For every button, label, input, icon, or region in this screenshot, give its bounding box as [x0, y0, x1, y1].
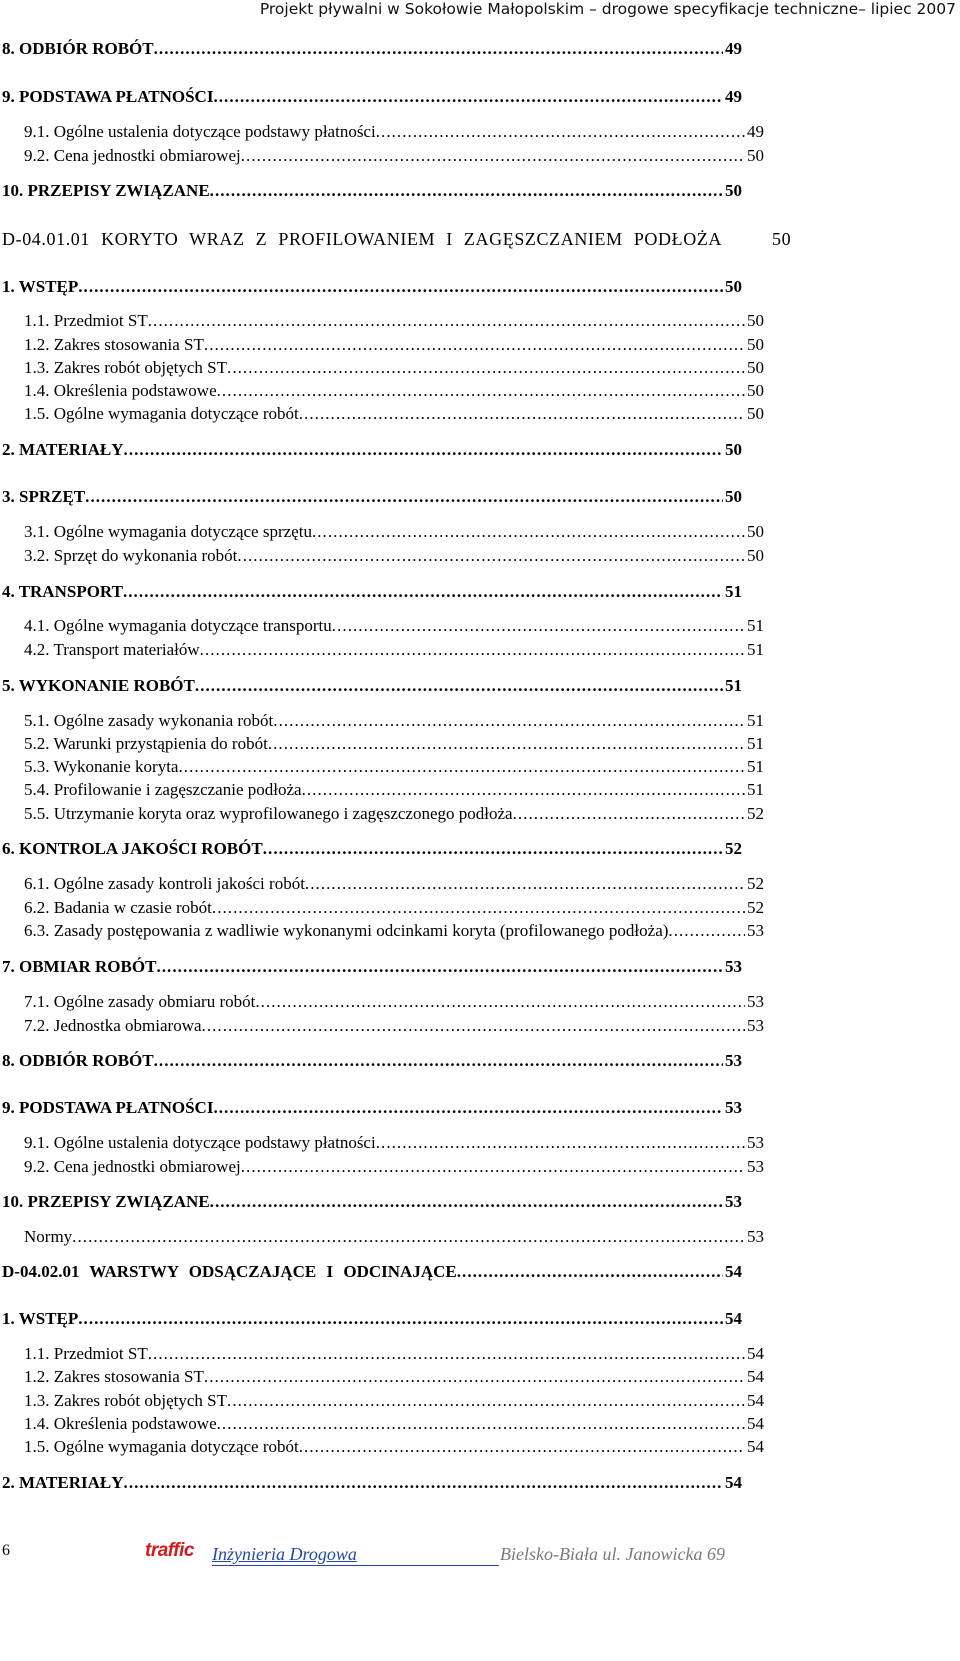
toc-leader-dots	[273, 710, 745, 732]
toc-subentry	[24, 1015, 764, 1037]
page-number: 6	[2, 1542, 10, 1559]
toc-entry	[2, 1308, 742, 1330]
toc-entry-title: 9. PODSTAWA PŁATNOŚCI	[2, 1098, 214, 1117]
toc-leader-dots	[299, 403, 745, 425]
toc-page-number: 54	[747, 1344, 764, 1363]
toc-page-number: 50	[747, 146, 764, 165]
toc-leader-dots	[332, 615, 745, 637]
toc-entry-title: 1.2. Zakres stosowania ST	[24, 335, 204, 354]
toc-page-number: 53	[725, 1098, 742, 1117]
toc-leader-dots	[213, 86, 723, 108]
toc-entry-title: 9. PODSTAWA PŁATNOŚCI	[2, 87, 214, 106]
toc-entry-title: 9.2. Cena jednostki obmiarowej	[24, 1157, 241, 1176]
toc-page-number: 52	[747, 804, 764, 823]
toc-page-number: 50	[725, 440, 742, 459]
toc-leader-dots	[241, 1156, 745, 1178]
toc-subentry	[24, 1390, 764, 1412]
toc-page-number: 50	[747, 381, 764, 400]
toc-entry-title: 2. MATERIAŁY	[2, 1473, 124, 1492]
toc-entry-title: 3.1. Ogólne wymagania dotyczące sprzętu	[24, 522, 312, 541]
toc-entry	[2, 228, 862, 250]
toc-entry-title: 5.3. Wykonanie koryta	[24, 757, 179, 776]
toc-leader-dots	[154, 38, 723, 60]
toc-entry-title: 9.1. Ogólne ustalenia dotyczące podstawy płatności	[24, 122, 376, 141]
toc-entry-title: 6.1. Ogólne zasady kontroli jakości robót	[24, 874, 305, 893]
toc-entry-title: 1.4. Określenia podstawowe	[24, 381, 217, 400]
toc-subentry	[24, 897, 764, 919]
toc-subentry	[24, 1366, 764, 1388]
toc-page-number: 54	[747, 1367, 764, 1386]
toc-subentry	[24, 1436, 764, 1458]
toc-page-number: 51	[725, 676, 742, 695]
toc-leader-dots	[210, 1191, 723, 1213]
toc-subentry	[24, 639, 764, 661]
toc-subentry	[24, 521, 764, 543]
toc-page-number: 52	[747, 874, 764, 893]
toc-entry	[2, 486, 742, 508]
toc-entry-title: 6.3. Zasady postępowania z wadliwie wykonanymi odcinkami koryta (profilowanego podłoża)	[24, 921, 669, 940]
toc-entry-title: 6. KONTROLA JAKOŚCI ROBÓT	[2, 839, 263, 858]
toc-subentry	[24, 1226, 764, 1248]
toc-page-number: 49	[725, 39, 742, 58]
traffic-logo: traffic	[145, 1540, 194, 1561]
toc-leader-dots	[72, 1226, 745, 1248]
toc-subentry	[24, 1343, 764, 1365]
toc-entry	[2, 675, 742, 697]
toc-page-number: 53	[747, 921, 764, 940]
toc-subentry	[24, 756, 764, 778]
toc-subentry	[24, 310, 764, 332]
toc-entry	[2, 38, 742, 60]
toc-subentry	[24, 380, 764, 402]
toc-leader-dots	[124, 439, 723, 461]
toc-page-number: 53	[725, 1051, 742, 1070]
toc-entry-title: 1. WSTĘP	[2, 277, 79, 296]
toc-page-number: 53	[747, 1133, 764, 1152]
toc-leader-dots	[123, 581, 723, 603]
toc-entry	[2, 581, 742, 603]
document-title: Projekt pływalni w Sokołowie Małopolskim – drogowe specyfikacje techniczne– lipiec 2007	[259, 0, 956, 18]
toc-subentry	[24, 1156, 764, 1178]
toc-subentry	[24, 733, 764, 755]
toc-leader-dots	[202, 1015, 745, 1037]
toc-page-number: 54	[747, 1391, 764, 1410]
toc-entry-title: 1.5. Ogólne wymagania dotyczące robót	[24, 1437, 299, 1456]
toc-leader-dots	[227, 357, 745, 379]
toc-leader-dots	[148, 1343, 745, 1365]
toc-leader-dots	[200, 639, 745, 661]
toc-entry	[2, 439, 742, 461]
toc-entry-title: 1.4. Określenia podstawowe	[24, 1414, 217, 1433]
toc-entry	[2, 956, 742, 978]
toc-entry	[2, 1050, 742, 1072]
toc-leader-dots	[217, 380, 745, 402]
toc-entry-title: 3.2. Sprzęt do wykonania robót	[24, 546, 238, 565]
toc-leader-dots	[85, 486, 723, 508]
toc-leader-dots	[237, 545, 745, 567]
page-header	[260, 0, 956, 20]
toc-leader-dots	[302, 779, 745, 801]
toc-subentry	[24, 873, 764, 895]
toc-leader-dots	[204, 334, 745, 356]
toc-subentry	[24, 615, 764, 637]
toc-subentry	[24, 991, 764, 1013]
toc-page-number: 50	[747, 546, 764, 565]
toc-page-number: 52	[747, 898, 764, 917]
toc-page-number: 50	[747, 522, 764, 541]
toc-page-number: 51	[725, 582, 742, 601]
toc-leader-dots	[299, 1436, 745, 1458]
toc-page-number: 53	[747, 992, 764, 1011]
toc-page-number: 54	[725, 1473, 742, 1492]
toc-entry-title: 8. ODBIÓR ROBÓT	[2, 39, 154, 58]
toc-entry-title: 5.4. Profilowanie i zagęszczanie podłoża	[24, 780, 302, 799]
toc-entry-title: 5.2. Warunki przystąpienia do robót	[24, 734, 268, 753]
toc-entry	[2, 1097, 742, 1119]
toc-entry-title: 7. OBMIAR ROBÓT	[2, 957, 157, 976]
toc-leader-dots	[154, 1050, 723, 1072]
toc-entry-title: 4.2. Transport materiałów	[24, 640, 200, 659]
toc-leader-dots	[213, 1097, 723, 1119]
toc-leader-dots	[210, 180, 723, 202]
toc-page-number: 51	[747, 640, 764, 659]
toc-entry	[2, 180, 742, 202]
toc-leader-dots	[263, 838, 723, 860]
toc-page-number: 53	[725, 957, 742, 976]
footer-underline	[212, 1565, 499, 1566]
toc-subentry	[24, 803, 764, 825]
toc-subentry	[24, 920, 764, 942]
toc-subentry	[24, 334, 764, 356]
toc-entry-title: 1.3. Zakres robót objętych ST	[24, 1391, 228, 1410]
toc-leader-dots	[204, 1366, 745, 1388]
toc-entry-title: 5. WYKONANIE ROBÓT	[2, 676, 195, 695]
toc-leader-dots	[78, 1308, 723, 1330]
toc-entry-title: D-04.02.01 WARSTWY ODSĄCZAJĄCE I ODCINAJĄCE	[2, 1262, 457, 1281]
toc-leader-dots	[156, 956, 723, 978]
toc-leader-dots	[457, 1261, 723, 1283]
toc-leader-dots	[227, 1390, 745, 1412]
toc-entry-title: 4. TRANSPORT	[2, 582, 123, 601]
toc-page-number: 51	[747, 757, 764, 776]
toc-leader-dots	[305, 873, 745, 895]
toc-leader-dots	[124, 1472, 723, 1494]
toc-subentry	[24, 779, 764, 801]
toc-leader-dots	[241, 145, 745, 167]
toc-entry-title: 2. MATERIAŁY	[2, 440, 124, 459]
toc-page-number: 54	[725, 1262, 742, 1281]
toc-entry-title: 1.5. Ogólne wymagania dotyczące robót	[24, 404, 299, 423]
toc-entry-title: 1. WSTĘP	[2, 1309, 79, 1328]
toc-entry-title: 10. PRZEPISY ZWIĄZANE	[2, 1192, 210, 1211]
toc-page-number: 51	[747, 616, 764, 635]
toc-page-number: 50	[747, 404, 764, 423]
toc-page-number: 50	[725, 181, 742, 200]
toc-entry-title: 7.1. Ogólne zasady obmiaru robót	[24, 992, 256, 1011]
toc-leader-dots	[376, 121, 745, 143]
toc-subentry	[24, 121, 764, 143]
toc-page-number: 54	[747, 1414, 764, 1433]
toc-page-number: 53	[747, 1157, 764, 1176]
page-footer	[0, 1538, 960, 1568]
toc-entry-title: 7.2. Jednostka obmiarowa	[24, 1016, 202, 1035]
toc-entry-title: D-04.01.01 KORYTO WRAZ Z PROFILOWANIEM I ZAGĘSZCZANIEM PODŁOŻA	[2, 229, 723, 249]
toc-entry-title: 9.2. Cena jednostki obmiarowej	[24, 146, 241, 165]
toc-entry-title: 9.1. Ogólne ustalenia dotyczące podstawy płatności	[24, 1133, 376, 1152]
toc-page-number: 49	[747, 122, 764, 141]
toc-entry	[2, 1261, 742, 1283]
toc-entry	[2, 1191, 742, 1213]
toc-entry-title: 8. ODBIÓR ROBÓT	[2, 1051, 154, 1070]
toc-subentry	[24, 145, 764, 167]
toc-leader-dots	[212, 897, 745, 919]
toc-entry-title: 3. SPRZĘT	[2, 487, 86, 506]
toc-entry-title: 10. PRZEPISY ZWIĄZANE	[2, 181, 210, 200]
toc-page-number: 50	[725, 487, 742, 506]
toc-leader-dots	[312, 521, 745, 543]
company-name: Inżynieria Drogowa	[212, 1544, 357, 1564]
toc-entry	[2, 838, 742, 860]
toc-page-number: 50	[747, 358, 764, 377]
toc-page-number: 51	[747, 711, 764, 730]
toc-subentry	[24, 403, 764, 425]
toc-leader-dots	[148, 310, 745, 332]
toc-entry	[2, 1472, 742, 1494]
toc-entry-title: 1.1. Przedmiot ST	[24, 311, 148, 330]
toc-subentry	[24, 545, 764, 567]
toc-leader-dots	[195, 675, 723, 697]
toc-leader-dots	[668, 920, 745, 942]
toc-leader-dots	[376, 1132, 745, 1154]
toc-subentry	[24, 1413, 764, 1435]
toc-entry-title: 1.1. Przedmiot ST	[24, 1344, 148, 1363]
toc-entry-title: 4.1. Ogólne wymagania dotyczące transportu	[24, 616, 332, 635]
toc-page-number: 52	[725, 839, 742, 858]
toc-subentry	[24, 1132, 764, 1154]
toc-entry-title: 6.2. Badania w czasie robót	[24, 898, 212, 917]
toc-entry	[2, 86, 742, 108]
toc-page-number: 53	[747, 1016, 764, 1035]
toc-page-number: 54	[747, 1437, 764, 1456]
toc-page-number: 51	[747, 734, 764, 753]
toc-page-number: 49	[725, 87, 742, 106]
toc-subentry	[24, 357, 764, 379]
toc-entry-title: 1.2. Zakres stosowania ST	[24, 1367, 204, 1386]
toc-leader-dots	[255, 991, 745, 1013]
toc-page-number: 50	[772, 229, 792, 249]
toc-entry-title: 5.1. Ogólne zasady wykonania robót	[24, 711, 274, 730]
toc-entry-title: Normy	[24, 1227, 73, 1246]
toc-leader-dots	[513, 803, 745, 825]
toc-page-number: 53	[747, 1227, 764, 1246]
toc-entry-title: 5.5. Utrzymanie koryta oraz wyprofilowanego i zagęszczonego podłoża	[24, 804, 513, 823]
toc-subentry	[24, 710, 764, 732]
toc-leader-dots	[217, 1413, 745, 1435]
toc-page-number: 51	[747, 780, 764, 799]
toc-page-number: 50	[725, 277, 742, 296]
toc-leader-dots	[268, 733, 745, 755]
toc-leader-dots	[78, 276, 723, 298]
toc-leader-dots	[178, 756, 745, 778]
toc-page-number: 50	[747, 311, 764, 330]
company-address: Bielsko-Biała ul. Janowicka 69	[500, 1544, 725, 1564]
toc-entry-title: 1.3. Zakres robót objętych ST	[24, 358, 228, 377]
toc-page-number: 54	[725, 1309, 742, 1328]
toc-page-number: 50	[747, 335, 764, 354]
toc-entry	[2, 276, 742, 298]
toc-page-number: 53	[725, 1192, 742, 1211]
